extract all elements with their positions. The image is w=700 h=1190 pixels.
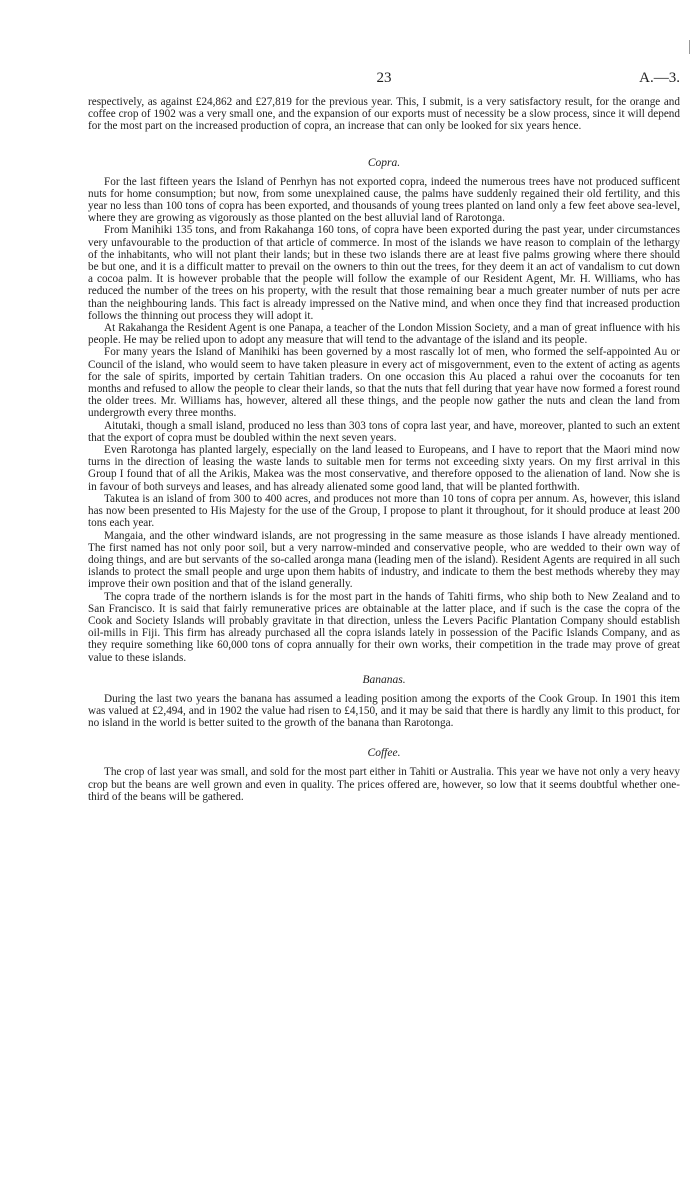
coffee-paragraph: The crop of last year was small, and sold for the most part either in Tahiti or Australia. This year we have not only a very heavy crop but the beans are well grown and even in quality. The prices offered are, however, so low that it seems doubtful whether one-third of the beans will be gathered. [88, 766, 680, 803]
document-body [88, 96, 680, 803]
section-heading-coffee: Coffee. [367, 747, 401, 760]
copra-paragraph: Mangaia, and the other windward islands, are not progressing in the same measure as those islands I have already mentioned. The first named has not only poor soil, but a very narrow-minded and conservative people, who are wedded to their own way of doing things, and are but servants of the so-called aronga mana (leading men of the island). Resident Agents are required in all such islands to protect the small people and urge upon them habits of industry, and indicate to them the best methods whereby they may improve their own position and that of the island generally. [88, 529, 680, 591]
margin-mark [689, 40, 694, 54]
copra-paragraph: The copra trade of the northern islands is for the most part in the hands of Tahiti firms, who ship both to New Zealand and to San Francisco. It is said that fairly remunerative prices are obtainable at the latter place, and if such is the case the copra of the Cook and Society Islands will probably gravitate in that direction, unless the Levers Pacific Plantation Company should establish oil-mills in Fiji. This firm has already purchased all the copra islands lately in possession of the Pacific Islands Company, and as they require something like 60,000 tons of copra annually for their own works, their competition in the trade may prove of great value to these islands. [88, 590, 680, 664]
bananas-paragraph: During the last two years the banana has assumed a leading position among the exports of the Cook Group. In 1901 this item was valued at £2,494, and in 1902 the value had risen to £4,150, and it may be said that there is hardly any limit to this product, for no island in the world is better suited to the growth of the banana than Rarotonga. [88, 692, 680, 730]
copra-paragraph: Aitutaki, though a small island, produced no less than 303 tons of copra last year, and have, moreover, planted to such an extent that the export of copra must be doubled within the next seven years. [88, 419, 680, 444]
section-heading-copra: Copra. [367, 156, 401, 169]
intro-paragraph: respectively, as against £24,862 and £27,819 for the previous year. This, I submit, is a very satisfactory result, for the orange and coffee crop of 1902 was a very small one, and the expansion of our exports must of necessity be a slow process, since it will depend for the most part on the increased production of copra, an increase that can only be looked for six years hence. [88, 96, 680, 133]
copra-paragraph: At Rakahanga the Resident Agent is one Panapa, a teacher of the London Mission Society, and a man of great influence with his people. He may be relied upon to adopt any measure that will tend to the advantage of the island and its people. [88, 322, 680, 347]
page-header [88, 70, 680, 96]
copra-paragraph: For many years the Island of Manihiki has been governed by a most rascally lot of men, who formed the self-appointed Au or Council of the island, who would seem to have taken pleasure in every act of misgovernment, even to the extent of acting as agents for the sale of spirits, imported by certain Tahitian traders. On one occasion this Au placed a rahui over the cocoanuts for ten months and refused to allow the people to clear their lands, so that the nuts that fell during that year have now formed a forest round the older trees. Mr. Williams has, however, altered all these things, and the people now gather the nuts and clean the land from undergrowth every three months. [88, 346, 680, 420]
paper-code: A.—3. [639, 70, 680, 86]
copra-paragraph: For the last fifteen years the Island of Penrhyn has not exported copra, indeed the numerous trees have not produced sufficent nuts for home consumption; but now, from some unexplained cause, the palms have suddenly regained their old fertility, and this year no less than 100 tons of copra has been exported, and thousands of young trees planted on land only a few feet above sea-level, where they are growing as vigorously as those planted on the best alluvial land of Rarotonga. [88, 175, 680, 225]
copra-paragraph: Takutea is an island of from 300 to 400 acres, and produces not more than 10 tons of copra per annum. As, however, this island has now been presented to His Majesty for the use of the Group, I propose to plant it throughout, for it should produce at least 200 tons each year. [88, 492, 680, 530]
copra-paragraph: From Manihiki 135 tons, and from Rakahanga 160 tons, of copra have been exported during the past year, under circumstances very unfavourable to the production of that article of commerce. In most of the islands we have reason to complain of the lethargy of the inhabitants, who will not plant their lands; but in these two islands there are at least five palms growing where there should be but one, and it is a difficult matter to prevail on the owners to thin out the trees, for they deem it an act of vandalism to cut down a cocoa palm. It is however probable that the people will follow the example of our Resident Agent, Mr. H. Williams, who has reduced the number of the trees on his property, with the result that those remaining bear a much greater number of nuts per acre than the neighbouring lands. This fact is already impressed on the Native mind, and when once they find that increased production follows the thinning out process they will adopt it. [88, 224, 680, 322]
page-number: 23 [376, 70, 392, 86]
copra-paragraph: Even Rarotonga has planted largely, especially on the land leased to Europeans, and I have to report that the Maori mind now turns in the direction of leasing the waste lands to suitable men for terms not exceeding sixty years. On my first arrival in this Group I found that of all the Arikis, Makea was the most conservative, and therefore opposed to the alienation of land. Now she is in favour of both surveys and leases, and has already alienated some good land, that will be planted forthwith. [88, 444, 680, 493]
section-heading-bananas: Bananas. [362, 673, 406, 686]
document-page [88, 70, 680, 803]
